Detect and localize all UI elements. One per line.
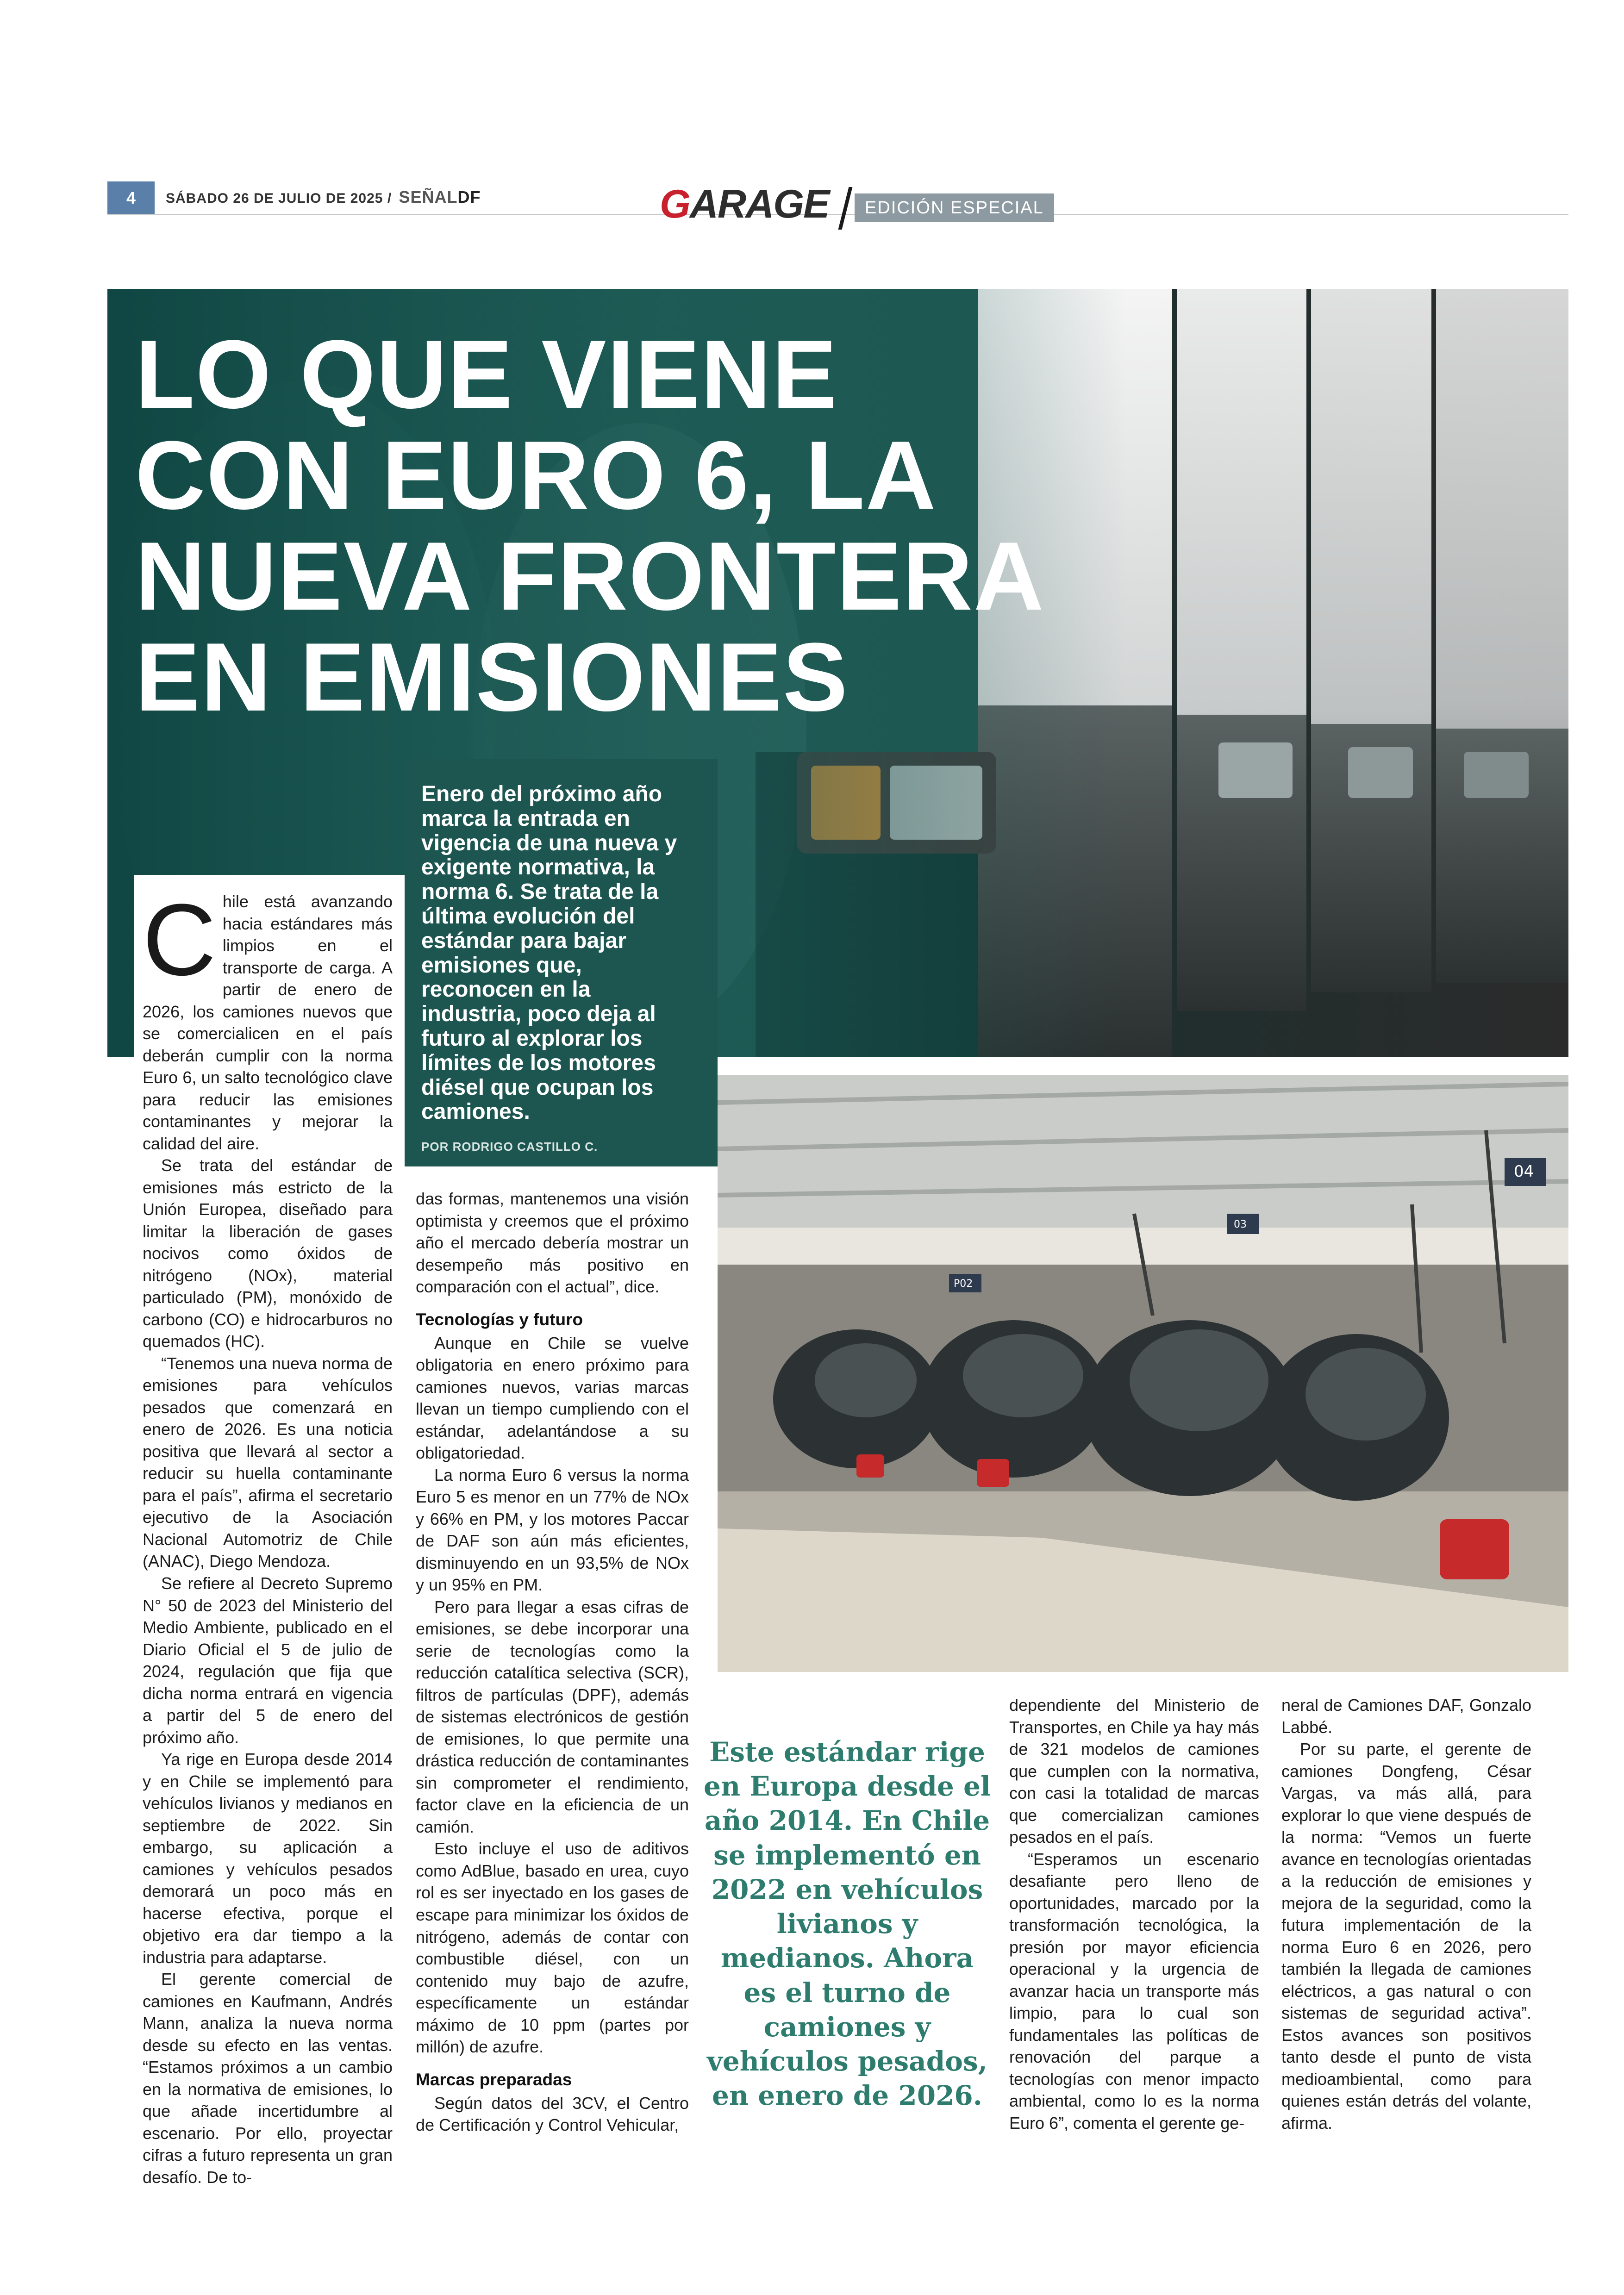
- subheading: Tecnologías y futuro: [416, 1310, 583, 1329]
- article-column-3: [1009, 1694, 1259, 2134]
- paragraph: das formas, mantenemos una visión optimista y creemos que el próximo año el mercado debería mostrar un desempeño más positivo en comparación con el actual”, dice.: [416, 1189, 689, 1297]
- station-sign: 03: [1234, 1219, 1247, 1230]
- headline: [135, 320, 1107, 731]
- paragraph: Se refiere al Decreto Supremo N° 50 de 2023 del Ministerio del Medio Ambiente, publicado en el Diario Oficial el 5 de julio de 2024, regulación que fija que dicha norma entrará en vigencia a partir del 5 de enero del próximo año.: [143, 1573, 393, 1747]
- paragraph: Ya rige en Europa desde 2014 y en Chile se implementó para vehículos livianos y medianos en septiembre de 2022. Sin embargo, su aplicación a camiones y vehículos pesados demorará un poco más en hacerse efectiva, porque el objetivo era dar tiempo a la industria para adaptarse.: [143, 1750, 393, 1967]
- paragraph: Aunque en Chile se vuelve obligatoria en enero próximo para camiones nuevos, varias marcas llevan un tiempo cumpliendo con el estándar, adelantándose a su obligatoriedad.: [416, 1333, 689, 1463]
- paragraph: Esto incluye el uso de aditivos como AdBlue, basado en urea, cuyo rol es ser inyectado en los gases de escape para minimizar los óxidos de nitrógeno, además de contar con combustible diésel, con un contenido muy bajo de azufre, específicamente un estándar máximo de 10 ppm (partes por millón) de azufre.: [416, 1839, 689, 2057]
- factory-photo: [718, 1075, 1568, 1672]
- header-rule: [107, 214, 1568, 215]
- brand-logo: SEÑALDF: [399, 187, 481, 206]
- paragraph: Por su parte, el gerente de camiones Dongfeng, César Vargas, va más allá, para explorar lo que viene después de la norma: “Vemos un fuerte avance en tecnologías orientadas a la reducción de emisiones y mejora de la seguridad, como la futura implementación de la norma Euro 6 en 2026, pero también la llegada de camiones eléctricos, a gas natural o con sistemas de seguridad activa”. Estos avances son positivos tanto desde el punto de vista medioambiental, como para quienes están detrás del volante, afirma.: [1281, 1740, 1531, 2133]
- paragraph: Pero para llegar a esas cifras de emisiones, se debe incorporar una serie de tecnologías como la reducción catalítica selectiva (SCR), filtros de partículas (DPF), además de sistemas electrónicos de gestión de emisiones, lo que permite una drástica reducción de contaminantes sin comprometer el rendimiento, factor clave en la eficiencia de un camión.: [416, 1597, 689, 1836]
- article-column-2: [416, 1188, 689, 2136]
- section-logo-bar: [838, 187, 853, 230]
- paragraph: El gerente comercial de camiones en Kaufmann, Andrés Mann, analiza la nueva norma desde su efecto en las ventas. “Estamos próximos a un cambio en la normativa de emisiones, lo que añade incertidumbre al escenario. Por ello, proyectar cifras a futuro representa un gran desafío. De to-: [143, 1970, 393, 2187]
- engine-assembly-line-photo: [718, 1075, 1568, 1672]
- byline: POR RODRIGO CASTILLO C.: [421, 1140, 598, 1154]
- dateline: [166, 187, 481, 207]
- headline-line: LO QUE VIENE: [135, 320, 838, 429]
- subheading: Marcas preparadas: [416, 2070, 572, 2089]
- headline-line: NUEVA FRONTERA: [135, 522, 1045, 630]
- station-sign: 04: [1514, 1162, 1534, 1181]
- paragraph: neral de Camiones DAF, Gonzalo Labbé.: [1281, 1696, 1531, 1737]
- pull-quote: Este estándar rige en Europa desde el año 2014. En Chile se implementó en 2022 en vehículos livianos y medianos. Ahora es el turno de camiones y vehículos pesados, en enero de 2026.: [704, 1736, 991, 2112]
- paragraph: “Esperamos un escenario desafiante pero lleno de oportunidades, marcado por la transformación tecnológica, la presión por mayor eficiencia operacional y la urgencia de avanzar hacia un transporte más limpio, para lo cual son fundamentales las políticas de renovación del parque a tecnologías con menor impacto ambiental, como lo es la norma Euro 6”, comenta el gerente ge-: [1009, 1849, 1259, 2133]
- lede: Enero del próximo año marca la entrada en vigencia de una nueva y exigente normativa, la norma 6. Se trata de la última evolución del estándar para bajar emisiones que, reconocen en la industria, poco deja al futuro al explorar los límites de los motores diésel que ocupan los camiones.: [421, 782, 677, 1124]
- headline-line: CON EURO 6, LA: [135, 421, 937, 530]
- paragraph: “Tenemos una nueva norma de emisiones para vehículos pesados que comenzará en enero de 2026. Es una noticia positiva que llevará al sector a reducir su huella contaminante para el país”, afirma el secretario ejecutivo de la Asociación Nacional Automotriz de Chile (ANAC), Diego Mendoza.: [143, 1353, 393, 1571]
- date: SÁBADO 26 DE JULIO DE 2025 /: [166, 191, 392, 206]
- station-sign: P02: [954, 1278, 973, 1290]
- paragraph: dependiente del Ministerio de Transportes, en Chile ya hay más de 321 modelos de camiones que cumplen con la normativa, con casi la totalidad de marcas que comercializan camiones pesados en el país.: [1009, 1696, 1259, 1847]
- paragraph: Según datos del 3CV, el Centro de Certificación y Control Vehicular,: [416, 2093, 689, 2135]
- headline-line: EN EMISIONES: [135, 623, 849, 731]
- paragraph: Chile está avanzando hacia estándares más limpios en el transporte de carga. A partir de enero de 2026, los camiones nuevos que se comercialicen en el país deberán cumplir con la norma Euro 6, un salto tecnológico clave para reducir las emisiones contaminantes y mejorar la calidad del aire.: [143, 883, 393, 1153]
- paragraph: Se trata del estándar de emisiones más estricto de la Unión Europea, diseñado para limitar la liberación de gases nocivos como óxidos de nitrógeno (NOx), material particulado (PM), monóxido de carbono (CO) e hidrocarburos no quemados (HC).: [143, 1156, 393, 1351]
- article-column-1: [143, 883, 393, 2188]
- paragraph: La norma Euro 6 versus la norma Euro 5 es menor en un 77% de NOx y 66% en PM, y los motores Paccar de DAF son aún más eficientes, disminuyendo en un 93,5% de NOx y un 95% en PM.: [416, 1465, 689, 1595]
- article-column-4: [1281, 1694, 1531, 2134]
- section-logo: GARAGE: [660, 182, 829, 226]
- edition-label: EDICIÓN ESPECIAL: [855, 193, 1054, 222]
- page-number: 4: [107, 181, 155, 215]
- drop-cap: C: [143, 883, 216, 997]
